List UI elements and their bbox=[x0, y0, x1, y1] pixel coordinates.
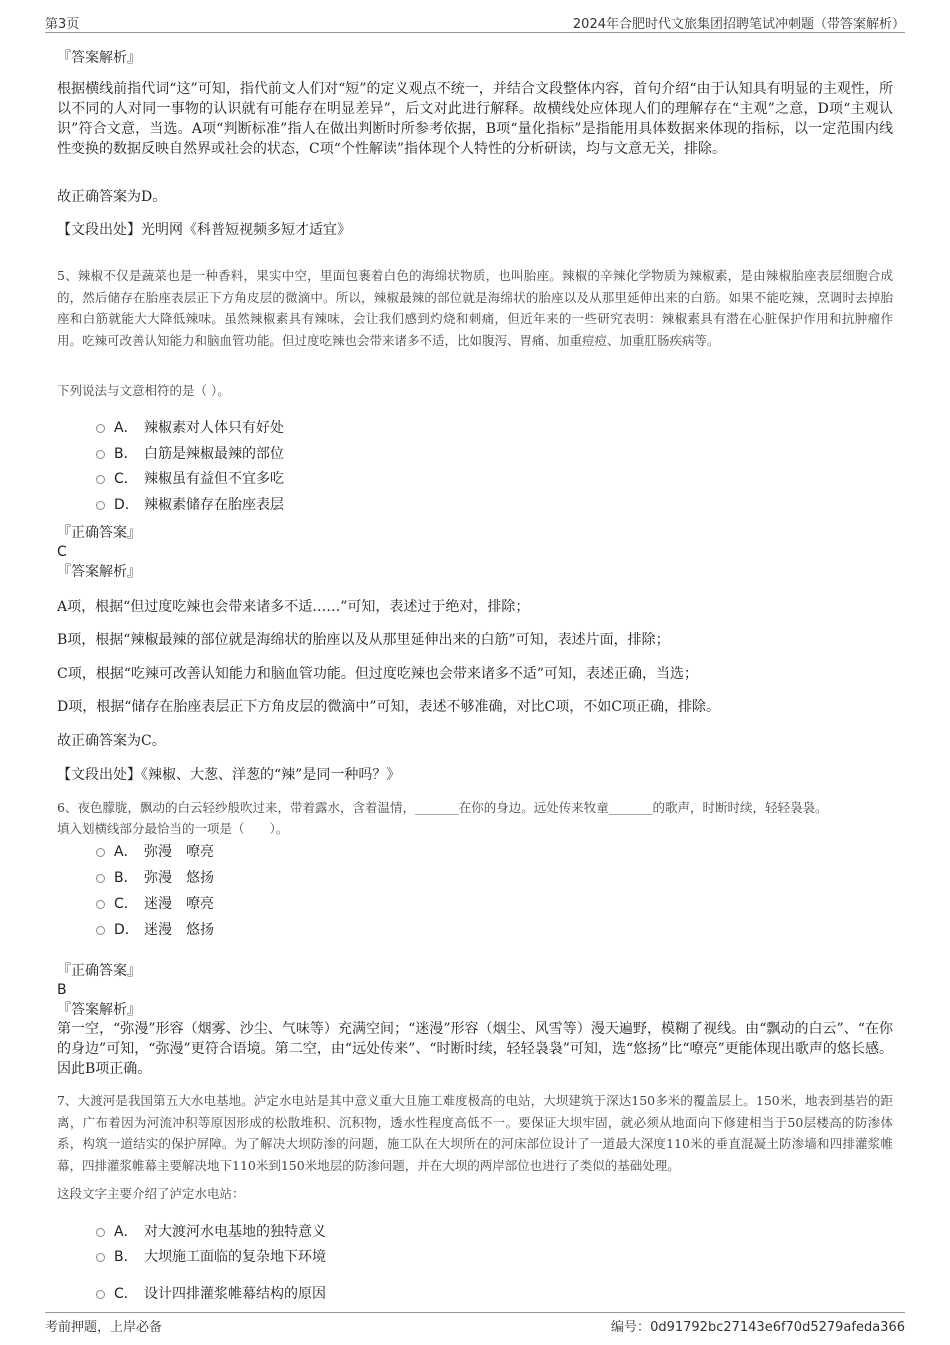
q7-option-c[interactable]: C． 设计四排灌浆帷幕结构的原因 bbox=[96, 1285, 326, 1303]
document-id-label: 编号： bbox=[611, 1320, 651, 1335]
footer-divider bbox=[45, 1312, 905, 1313]
q5-analysis-b: B项，根据“辣椒最辣的部位就是海绵状的胎座以及从那里延伸出来的白筋”可知，表述片面，排除； bbox=[57, 632, 670, 648]
q6-question: 填入划横线部分最恰当的一项是（ ）。 bbox=[57, 821, 289, 836]
q5-stem: 5、辣椒不仅是蔬菜也是一种香料，果实中空，里面包裹着白色的海绵状物质，也叫胎座。辣椒的辛辣化学物质为辣椒素，是由辣椒胎座表层细胞合成的，然后储存在胎座表层正下方角皮层的微滴中。所以，辣椒最辣的部位就是海绵状的胎座以及从那里延伸出来的白筋。如果不能吃辣，烹调时去掉胎座和白筋就能大大降低辣味。虽然辣椒素具有辣味，会让我们感到灼烧和刺痛，但近年来的一些研究表明：辣椒素具有潜在心脏保护作用和抗肿瘤作用。吃辣可改善认知能力和脑血管功能。但过度吃辣也会带来诸多不适，比如腹泻、胃痛、加重痘痘、加重肛肠疾病等。 bbox=[57, 268, 893, 348]
q6-option-c[interactable]: C． 迷漫 嘹亮 bbox=[96, 895, 214, 913]
q5-option-b[interactable]: B． 白筋是辣椒最辣的部位 bbox=[96, 445, 284, 463]
q6-option-d[interactable]: D． 迷漫 悠扬 bbox=[96, 921, 214, 939]
document-title: 2024年合肥时代文旅集团招聘笔试冲刺题（带答案解析） bbox=[572, 17, 905, 32]
radio-icon[interactable] bbox=[96, 450, 105, 459]
document-id-value: 0d91792bc27143e6f70d5279afeda366 bbox=[650, 1320, 905, 1335]
footer-slogan: 考前押题，上岸必备 bbox=[45, 1320, 163, 1335]
page-number: 第3页 bbox=[45, 17, 80, 32]
q7-option-b[interactable]: B． 大坝施工面临的复杂地下环境 bbox=[96, 1248, 326, 1266]
q5-answer: C bbox=[57, 544, 67, 560]
radio-icon[interactable] bbox=[96, 475, 105, 484]
q4-analysis-text: 根据横线前指代词“这”可知，指代前文人们对“短”的定义观点不统一，并结合文段整体内容，首句介绍“由于认知具有明显的主观性，所以不同的人对同一事物的认识就有可能存在明显差异”，后文对此进行解释。故横线处应体现人们的理解存在“主观”之意，D项“主观认识”符合文意，当选。A项“判断标准”指人在做出判断时所参考依据，B项“量化指标”是指能用具体数据来体现的指标，以一定范围内线性变换的数据反映自然界或社会的状态，C项“个性解读”指体现个人特性的分析研读，均与文意无关，排除。 bbox=[57, 81, 893, 157]
radio-icon[interactable] bbox=[96, 501, 105, 510]
radio-icon[interactable] bbox=[96, 424, 105, 433]
radio-icon[interactable] bbox=[96, 848, 105, 857]
q5-source: 【文段出处】《辣椒、大葱、洋葱的“辣”是同一种吗？》 bbox=[57, 767, 401, 783]
document-id bbox=[611, 1316, 905, 1335]
q6-option-b[interactable]: B． 弥漫 悠扬 bbox=[96, 869, 214, 887]
radio-icon[interactable] bbox=[96, 1253, 105, 1262]
q5-question: 下列说法与文意相符的是（ ）。 bbox=[57, 383, 230, 398]
q6-analysis-text: 第一空，“弥漫”形容（烟雾、沙尘、气味等）充满空间；“迷漫”形容（烟尘、风雪等）漫天遍野，模糊了视线。由“飘动的白云”、“在你的身边”可知，“弥漫”更符合语境。第二空，由“远处传来”、“时断时续，轻轻袅袅”可知，选“悠扬”比“嘹亮”更能体现出歌声的悠长感。因此B项正确。 bbox=[57, 1021, 893, 1077]
q5-conclusion: 故正确答案为C。 bbox=[57, 733, 166, 749]
q5-option-a[interactable]: A． 辣椒素对人体只有好处 bbox=[96, 419, 284, 437]
q5-option-c[interactable]: C． 辣椒虽有益但不宜多吃 bbox=[96, 470, 284, 488]
q5-analysis-d: D项，根据“储存在胎座表层正下方角皮层的微滴中”可知，表述不够准确，对比C项，不如C项正确，排除。 bbox=[57, 699, 720, 715]
q5-analysis-a: A项，根据“但过度吃辣也会带来诸多不适……”可知，表述过于绝对，排除； bbox=[57, 599, 530, 615]
q4-analysis-label: 『答案解析』 bbox=[57, 50, 141, 66]
radio-icon[interactable] bbox=[96, 1228, 105, 1237]
q4-source: 【文段出处】光明网《科普短视频多短才适宜》 bbox=[57, 222, 351, 238]
radio-icon[interactable] bbox=[96, 874, 105, 883]
q7-stem: 7、大渡河是我国第五大水电基地。泸定水电站是其中意义重大且施工难度极高的电站，大坝建筑于深达150多米的覆盖层上。150米，地表到基岩的距离，广布着因为河流冲积等原因形成的松散堆积、沉积物，透水性程度高低不一。要保证大坝牢固，就必须从地面向下修建相当于50层楼高的防渗体系，构筑一道结实的保护屏障。为了解决大坝防渗的问题，施工队在大坝所在的河床部位设计了一道最大深度110米的垂直混凝土防渗墙和四排灌浆帷幕，四排灌浆帷幕主要解决地下110米到150米地层的防渗问题，并在大坝的两岸部位也进行了类似的基础处理。 bbox=[57, 1093, 893, 1173]
q6-answer-label: 『正确答案』 bbox=[57, 963, 141, 979]
q5-analysis-label: 『答案解析』 bbox=[57, 564, 141, 580]
radio-icon[interactable] bbox=[96, 900, 105, 909]
header-divider bbox=[45, 32, 905, 33]
radio-icon[interactable] bbox=[96, 1290, 105, 1299]
q6-answer: B bbox=[57, 982, 67, 998]
q5-answer-label: 『正确答案』 bbox=[57, 525, 141, 541]
q7-option-a[interactable]: A． 对大渡河水电基地的独特意义 bbox=[96, 1223, 326, 1241]
q6-option-a[interactable]: A． 弥漫 嘹亮 bbox=[96, 843, 214, 861]
q6-analysis-label: 『答案解析』 bbox=[57, 1002, 141, 1018]
q4-conclusion: 故正确答案为D。 bbox=[57, 189, 167, 205]
q5-analysis-c: C项，根据“吃辣可改善认知能力和脑血管功能。但过度吃辣也会带来诸多不适”可知，表述正确，当选； bbox=[57, 666, 699, 682]
radio-icon[interactable] bbox=[96, 926, 105, 935]
q7-question: 这段文字主要介绍了泸定水电站： bbox=[57, 1186, 245, 1201]
q6-stem: 6、夜色朦胧，飘动的白云轻纱般吹过来，带着露水，含着温情，_______在你的身边。远处传来牧童_______的歌声，时断时续，轻轻袅袅。 bbox=[57, 800, 828, 815]
q5-option-d[interactable]: D． 辣椒素储存在胎座表层 bbox=[96, 496, 284, 514]
